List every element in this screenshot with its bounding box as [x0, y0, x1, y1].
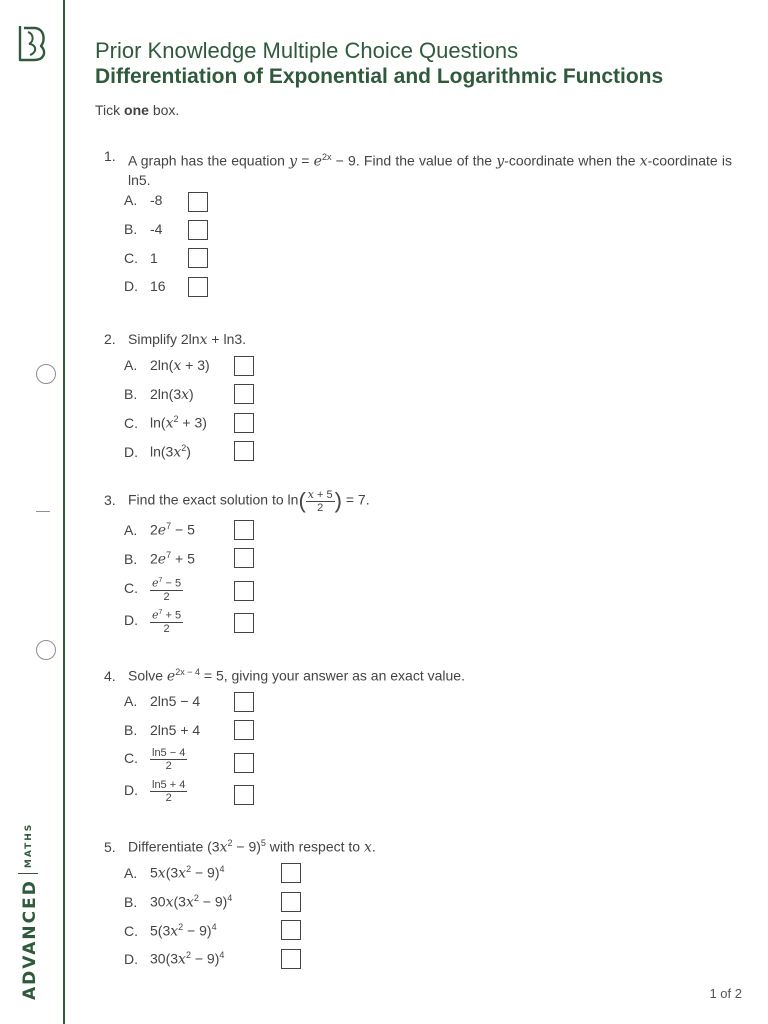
- q1-checkbox-b[interactable]: [188, 220, 208, 240]
- logo-icon: [14, 22, 50, 64]
- q4-option-a: A. 2ln5 − 4: [124, 693, 201, 709]
- page-title: Prior Knowledge Multiple Choice Questions: [95, 38, 519, 63]
- q5-option-b: B. $30x(3x^2 - 9)^4$: [124, 893, 233, 911]
- q2-option-b: B. 2ln(3x): [124, 386, 194, 403]
- q4-option-d: D. $\frac{\ln 5 + 4}{2}$: [124, 779, 186, 804]
- q3-option-c: C. $\frac{e^7 - 5}{2}$: [124, 576, 182, 603]
- q1-checkbox-d[interactable]: [188, 277, 208, 297]
- q1-checkbox-c[interactable]: [188, 248, 208, 268]
- question-3-text: 3. Find the exact solution to ln( $\frac{x + 5}{2}$ ) = 7.: [104, 487, 370, 514]
- q1-option-c: C. 1: [124, 250, 158, 266]
- q4-checkbox-a[interactable]: [234, 692, 254, 712]
- q2-checkbox-a[interactable]: [234, 356, 254, 376]
- q4-option-b: B. 2ln5 + 4: [124, 722, 201, 738]
- q5-option-c: C. $5(3x^2 - 9)^4$: [124, 922, 217, 940]
- q3-option-b: B. $2e^7 + 5$: [124, 550, 195, 568]
- q3-checkbox-c[interactable]: [234, 581, 254, 601]
- q2-option-c: C. $\ln(x^2 + 3)$: [124, 414, 207, 432]
- q5-checkbox-c[interactable]: [281, 920, 301, 940]
- question-1-number: 1.: [104, 148, 116, 164]
- margin-line: [63, 0, 65, 1024]
- question-2-text: 2. Simplify 2lnx + ln3.: [104, 331, 247, 348]
- page-number: 1 of 2: [709, 986, 742, 1001]
- q2-option-d: D. $\ln(3x^2)$: [124, 443, 191, 461]
- question-1-text: A graph has the equation $y = e^{2x} - 9$. Find the value of the y-coordinate when the x-coordinate is ln5.: [128, 152, 732, 188]
- q5-checkbox-a[interactable]: [281, 863, 301, 883]
- q1-option-b: B. -4: [124, 221, 163, 237]
- q3-checkbox-d[interactable]: [234, 613, 254, 633]
- question-5-text: 5. Differentiate $(3x^2 - 9)^5$ with respect to x.: [104, 838, 376, 856]
- q5-option-a: A. $5x(3x^2 - 9)^4$: [124, 864, 225, 882]
- q3-checkbox-b[interactable]: [234, 548, 254, 568]
- question-4-text: 4. Solve $e^{2x - 4} = 5$, giving your answer as an exact value.: [104, 667, 465, 685]
- q3-option-d: D. $\frac{e^7 + 5}{2}$: [124, 608, 182, 635]
- q5-option-d: D. $30(3x^2 - 9)^4$: [124, 950, 225, 968]
- q5-checkbox-b[interactable]: [281, 892, 301, 912]
- fold-mark: [36, 511, 50, 512]
- instruction: Tick one box.: [95, 102, 180, 118]
- q1-option-a: A. -8: [124, 192, 163, 208]
- q1-checkbox-a[interactable]: [188, 192, 208, 212]
- page-subtitle: Differentiation of Exponential and Logarithmic Functions: [95, 65, 664, 88]
- binder-hole-bottom: [36, 640, 56, 660]
- q2-checkbox-b[interactable]: [234, 384, 254, 404]
- q4-checkbox-d[interactable]: [234, 785, 254, 805]
- q2-checkbox-c[interactable]: [234, 413, 254, 433]
- q2-checkbox-d[interactable]: [234, 441, 254, 461]
- q2-option-a: A. 2ln(x + 3): [124, 357, 210, 374]
- q3-option-a: A. $2e^7 - 5$: [124, 521, 195, 539]
- binder-hole-top: [36, 364, 56, 384]
- q1-option-d: D. 16: [124, 278, 166, 294]
- q5-checkbox-d[interactable]: [281, 949, 301, 969]
- brand-logo: $ADVANCED^{MATHS}$: [20, 822, 40, 1000]
- q4-checkbox-c[interactable]: [234, 753, 254, 773]
- q4-option-c: C. $\frac{\ln 5 - 4}{2}$: [124, 747, 186, 772]
- q4-checkbox-b[interactable]: [234, 720, 254, 740]
- q3-checkbox-a[interactable]: [234, 520, 254, 540]
